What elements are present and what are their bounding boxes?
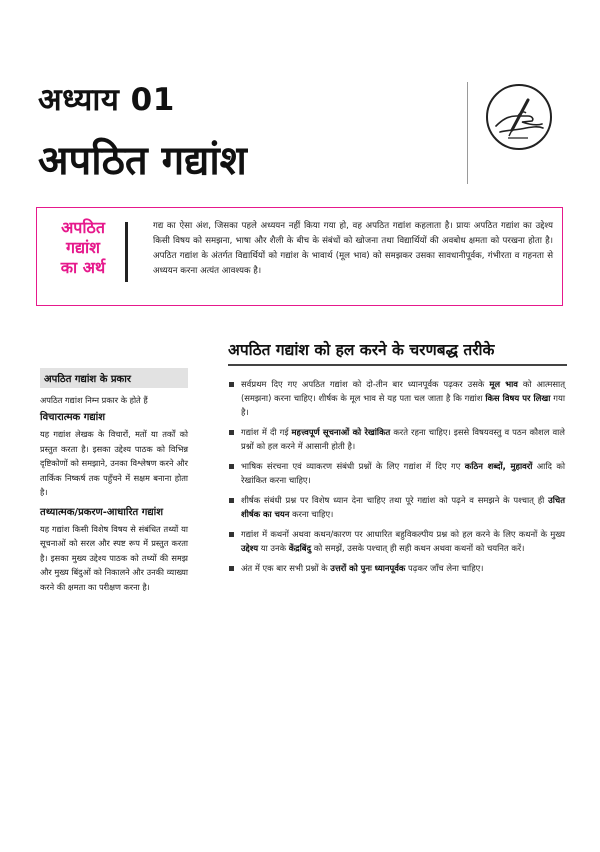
step-text: करना चाहिए।	[289, 509, 334, 519]
step-text: पढ़कर जाँच लेना चाहिए।	[405, 563, 484, 573]
definition-heading-line: का अर्थ	[60, 258, 106, 277]
step-text: शीर्षक संबंधी प्रश्न पर विशेष ध्यान देना चाहिए तथा पूरे गद्यांश को पढ़ने व समझने के पश्चात् ही	[241, 495, 549, 505]
step-emphasis: उद्देश्य	[241, 543, 259, 553]
step-text: करते रहना चाहिए। इससे विषयवस्तु व पठन कौशल वाले प्रश्नों को हल करने में आसानी होती है।	[241, 427, 565, 451]
hand-writing-with-pen-icon	[486, 84, 552, 150]
step-text: सर्वप्रथम दिए गए अपठित गद्यांश को दो-तीन बार ध्यानपूर्वक पढ़कर उसके	[241, 379, 490, 389]
definition-heading	[47, 218, 119, 278]
step-item	[228, 459, 565, 487]
step-emphasis: मूल भाव	[489, 379, 518, 389]
passage-types-section	[40, 368, 188, 600]
definition-text: गद्य का ऐसा अंश, जिसका पहले अध्ययन नहीं किया गया हो, वह अपठित गद्यांश कहलाता है। प्रायः अपठित गद्यांश का उद्देश्य किसी विषय को समझना, भाषा और शैली के बीच के संबंधों को खोजना तथा विद्यार्थियों की अवबोध क्षमता को परखना होता है। अपठित गद्यांश के अंतर्गत विद्यार्थियों को गद्यांश के भावार्थ (मूल भाव) को समझकर उसका सावधानीपूर्वक, गंभीरता व गहनता से अध्ययन करना अत्यंत आवश्यक है।	[153, 221, 553, 276]
step-text: गद्यांश में दी गई	[241, 427, 292, 437]
chapter-title: अपठित गद्यांश	[38, 138, 247, 184]
step-item	[228, 527, 565, 555]
step-emphasis: उत्तरों को पुनः ध्यानपूर्वक	[330, 563, 406, 573]
steps-list	[228, 377, 565, 581]
steps-title: अपठित गद्यांश को हल करने के चरणबद्ध तरीके	[228, 341, 495, 359]
type-title: तथ्यात्मक/प्रकरण-आधारित गद्यांश	[40, 506, 164, 518]
chapter-number: अध्याय 01	[38, 82, 175, 118]
step-text: को आत्मसात् (समझना) करना चाहिए। शीर्षक के मूल भाव से यह पता चल जाता है कि गद्यांश	[241, 379, 566, 403]
step-emphasis: महत्त्वपूर्ण सूचनाओं को रेखांकित	[291, 427, 391, 437]
steps-title-rule	[228, 364, 567, 366]
step-text: को समझें, उसके पश्चात् ही सही कथन अथवा कथनों को चयनित करें।	[311, 543, 525, 553]
types-header: अपठित गद्यांश के प्रकार	[40, 368, 188, 388]
step-item	[228, 493, 565, 521]
step-text: या उनके	[258, 543, 289, 553]
definition-heading-line: गद्यांश	[65, 238, 101, 257]
step-item	[228, 377, 565, 419]
definition-box	[36, 207, 563, 306]
step-text: आदि को रेखांकित करना चाहिए।	[241, 461, 565, 485]
step-item	[228, 425, 565, 453]
step-text: गद्यांश में कथनों अथवा कथन/कारण पर आधारित बहुविकल्पीय प्रश्न को हल करने के लिए कथनों के मुख्य	[241, 529, 565, 539]
step-text: अंत में एक बार सभी प्रश्नों के	[241, 563, 331, 573]
type-description: यह गद्यांश किसी विशेष विषय से संबंधित तथ्यों या सूचनाओं को सरल और स्पष्ट रूप में प्रस्तुत करता है। इसका मुख्य उद्देश्य पाठक को तथ्यों की समझ और मुख्य बिंदुओं को निकालने और उनकी व्याख्या करने की क्षमता का परीक्षण करना है।	[40, 523, 188, 592]
type-description: यह गद्यांश लेखक के विचारों, मतों या तर्कों को प्रस्तुत करता है। इसका उद्देश्य पाठक को विभिन्न दृष्टिकोणों को समझाने, उनका विश्लेषण करने और तार्किक निष्कर्ष तक पहुँचने में सक्षम बनाना होता है।	[40, 429, 188, 497]
definition-divider	[125, 222, 128, 282]
step-emphasis: केंद्रबिंदु	[288, 543, 312, 553]
step-emphasis: किस विषय पर लिखा	[485, 393, 551, 403]
types-lead: अपठित गद्यांश निम्न प्रकार के होते हैं	[40, 395, 148, 405]
step-emphasis: कठिन शब्दों, मुहावरों	[464, 461, 533, 471]
step-text: गया है।	[241, 393, 565, 417]
type-title: विचारात्मक गद्यांश	[40, 412, 106, 423]
step-text: भाषिक संरचना एवं व्याकरण संबंधी प्रश्नों के लिए गद्यांश में दिए गए	[241, 461, 465, 471]
step-emphasis: उचित शीर्षक का चयन	[241, 495, 565, 519]
step-item	[228, 561, 565, 575]
definition-heading-line: अपठित	[61, 218, 105, 237]
header-divider	[467, 82, 468, 184]
